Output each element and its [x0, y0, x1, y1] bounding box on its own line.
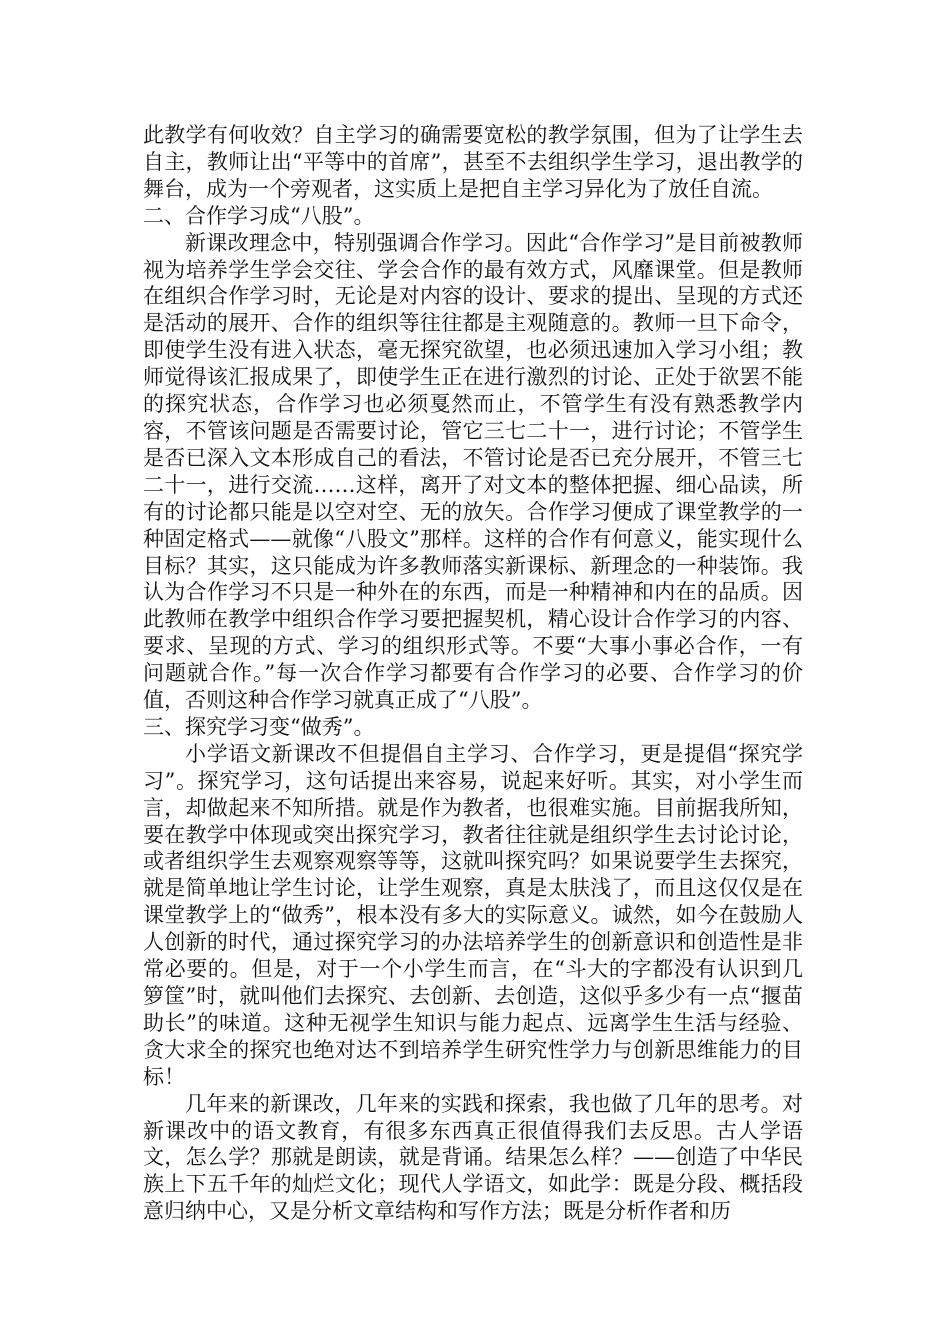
paragraph-continuation: 此教学有何收效？自主学习的确需要宽松的教学氛围，但为了让学生去自主，教师让出“平等中的首席”，甚至不去组织学生学习，退出教学的舞台，成为一个旁观者，这实质上是把自主学习异化为了放任自流。 — [143, 123, 803, 201]
section-heading-cooperative-learning: 二、合作学习成“八股”。 — [143, 203, 375, 228]
paragraph-cooperative-learning: 新课改理念中，特别强调合作学习。因此“合作学习”是目前被教师视为培养学生学会交往、学会合作的最有效方式，风靡课堂。但是教师在组织合作学习时，无论是对内容的设计、要求的提出、呈现的方式还是活动的展开、合作的组织等往往都是主观随意的。教师一旦下命令，即使学生没有进入状态，毫无探究欲望，也必须迅速加入学习小组；教师觉得该汇报成果了，即使学生正在进行激烈的讨论、正处于欲罢不能的探究状态，合作学习也必须戛然而止，不管学生有没有熟悉教学内容，不管该问题是否需要讨论，管它三七二十一，进行讨论；不管学生是否已深入文本形成自己的看法，不管讨论是否已充分展开，不管三七二十一，进行交流……这样，离开了对文本的整体把握、细心品读，所有的讨论都只能是以空对空、无的放矢。合作学习便成了课堂教学的一种固定格式——就像“八股文”那样。这样的合作有何意义，能实现什么目标？其实，这只能成为许多教师落实新课标、新理念的一种装饰。我认为合作学习不只是一种外在的东西，而是一种精神和内在的品质。因此教师在教学中组织合作学习要把握契机，精心设计合作学习的内容、要求、呈现的方式、学习的组织形式等。不要“大事小事必合作，一有问题就合作。”每一次合作学习都要有合作学习的必要、合作学习的价值，否则这种合作学习就真正成了“八股”。 — [143, 230, 803, 713]
paragraph-inquiry-learning: 小学语文新课改不但提倡自主学习、合作学习，更是提倡“探究学习”。探究学习，这句话提出来容易，说起来好听。其实，对小学生而言，却做起来不知所措。就是作为教者，也很难实施。目前据我所知，要在教学中体现或突出探究学习，教者往往就是组织学生去讨论讨论，或者组织学生去观察观察等等，这就叫探究吗？如果说要学生去探究，就是简单地让学生讨论，让学生观察，真是太肤浅了，而且这仅仅是在课堂教学上的“做秀”，根本没有多大的实际意义。诚然，如今在鼓励人人创新的时代，通过探究学习的办法培养学生的创新意识和创造性是非常必要的。但是，对于一个小学生而言，在“斗大的字都没有认识到几箩筐”时，就叫他们去探究、去创新、去创造，这似乎多少有一点“揠苗助长”的味道。这种无视学生知识与能力起点、远离学生生活与经验、贪大求全的探究也绝对达不到培养学生研究性学力与创新思维能力的目标！ — [143, 741, 803, 1089]
paragraph-reflection: 几年来的新课改，几年来的实践和探索，我也做了几年的思考。对新课改中的语文教育，有很多东西真正很值得我们去反思。古人学语文，怎么学？那就是朗读，就是背诵。结果怎么样？——创造了中华民族上下五千年的灿烂文化；现代人学语文，如此学：既是分段、概括段意归纳中心，又是分析文章结构和写作方法；既是分析作者和历 — [143, 1091, 803, 1224]
section-heading-inquiry-learning: 三、探究学习变“做秀”。 — [143, 714, 375, 739]
document-page — [143, 122, 803, 1225]
